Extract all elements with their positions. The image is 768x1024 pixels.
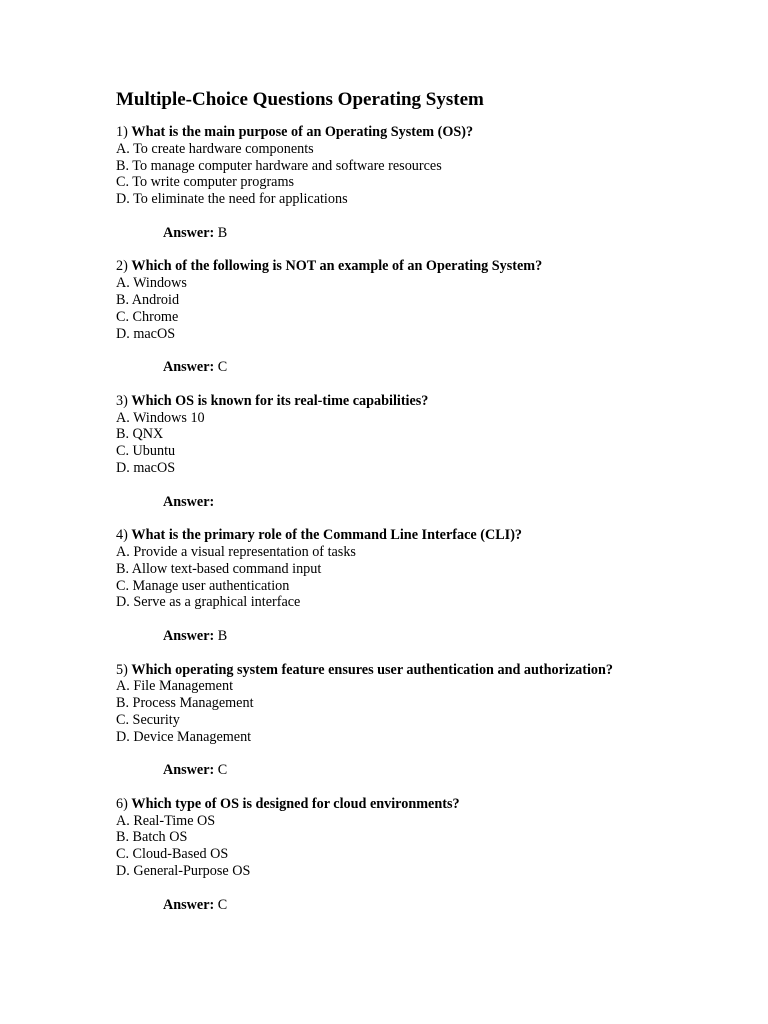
answer-option: C. Manage user authentication [116,577,290,594]
answer-option: D. General-Purpose OS [116,863,251,880]
question-block [116,393,716,511]
question-text: Which operating system feature ensures user authentication and authorization? [131,661,613,678]
question-list [116,124,716,913]
answer-option: C. Cloud-Based OS [116,846,229,863]
answer-label: Answer: [163,224,215,241]
answer-line [163,359,716,376]
answer-option: B. Batch OS [116,829,188,846]
answer-line [163,897,716,914]
answer-option: B. To manage computer hardware and software resources [116,157,442,174]
answer-label: Answer: [163,627,215,644]
question-number: 5) [116,661,128,678]
answer-line [163,494,716,511]
question-block [116,527,716,645]
question-block [116,796,716,914]
question-text: What is the primary role of the Command Line Interface (CLI)? [131,527,523,544]
question-number: 2) [116,258,128,275]
question-text: Which OS is known for its real-time capabilities? [131,392,429,409]
answer-label: Answer: [163,896,215,913]
question-text: Which of the following is NOT an example of an Operating System? [131,258,543,275]
answer-option: B. Allow text-based command input [116,560,322,577]
question-line [116,796,716,813]
document-title: Multiple-Choice Questions Operating System [116,89,484,110]
answer-option: C. Chrome [116,308,179,325]
answer-value: C [217,359,228,376]
question-line [116,393,716,410]
answer-label: Answer: [163,493,215,510]
question-number: 6) [116,795,128,812]
question-line [116,662,716,679]
answer-option: D. Serve as a graphical interface [116,594,301,611]
question-line [116,258,716,275]
answer-option: A. Windows [116,275,187,292]
question-number: 3) [116,392,128,409]
document-page [116,87,716,930]
answer-line [163,225,716,242]
question-line [116,124,716,141]
answer-option: C. Security [116,711,180,728]
question-block [116,662,716,780]
question-text: What is the main purpose of an Operating System (OS)? [131,124,474,140]
answer-option: B. Process Management [116,695,254,712]
answer-option: B. QNX [116,426,164,443]
question-line [116,527,716,544]
question-block [116,124,716,242]
answer-option: D. macOS [116,459,176,476]
answer-option: A. Windows 10 [116,409,205,426]
question-number: 4) [116,527,128,544]
answer-line [163,628,716,645]
answer-option: C. Ubuntu [116,443,176,460]
answer-option: B. Android [116,291,180,308]
answer-option: A. File Management [116,678,234,695]
answer-value: C [217,762,228,779]
answer-value: C [217,896,228,913]
question-block [116,258,716,376]
answer-option: D. Device Management [116,728,252,745]
answer-value: B [217,224,228,241]
answer-option: A. Provide a visual representation of tasks [116,543,356,560]
question-number: 1) [116,124,128,140]
answer-option: D. To eliminate the need for applications [116,191,348,208]
answer-value: B [217,627,228,644]
answer-option: A. To create hardware components [116,140,314,157]
answer-option: C. To write computer programs [116,174,295,191]
question-text: Which type of OS is designed for cloud environments? [131,795,460,812]
answer-option: D. macOS [116,325,176,342]
answer-option: A. Real-Time OS [116,812,216,829]
answer-label: Answer: [163,359,215,376]
answer-line [163,762,716,779]
answer-label: Answer: [163,762,215,779]
